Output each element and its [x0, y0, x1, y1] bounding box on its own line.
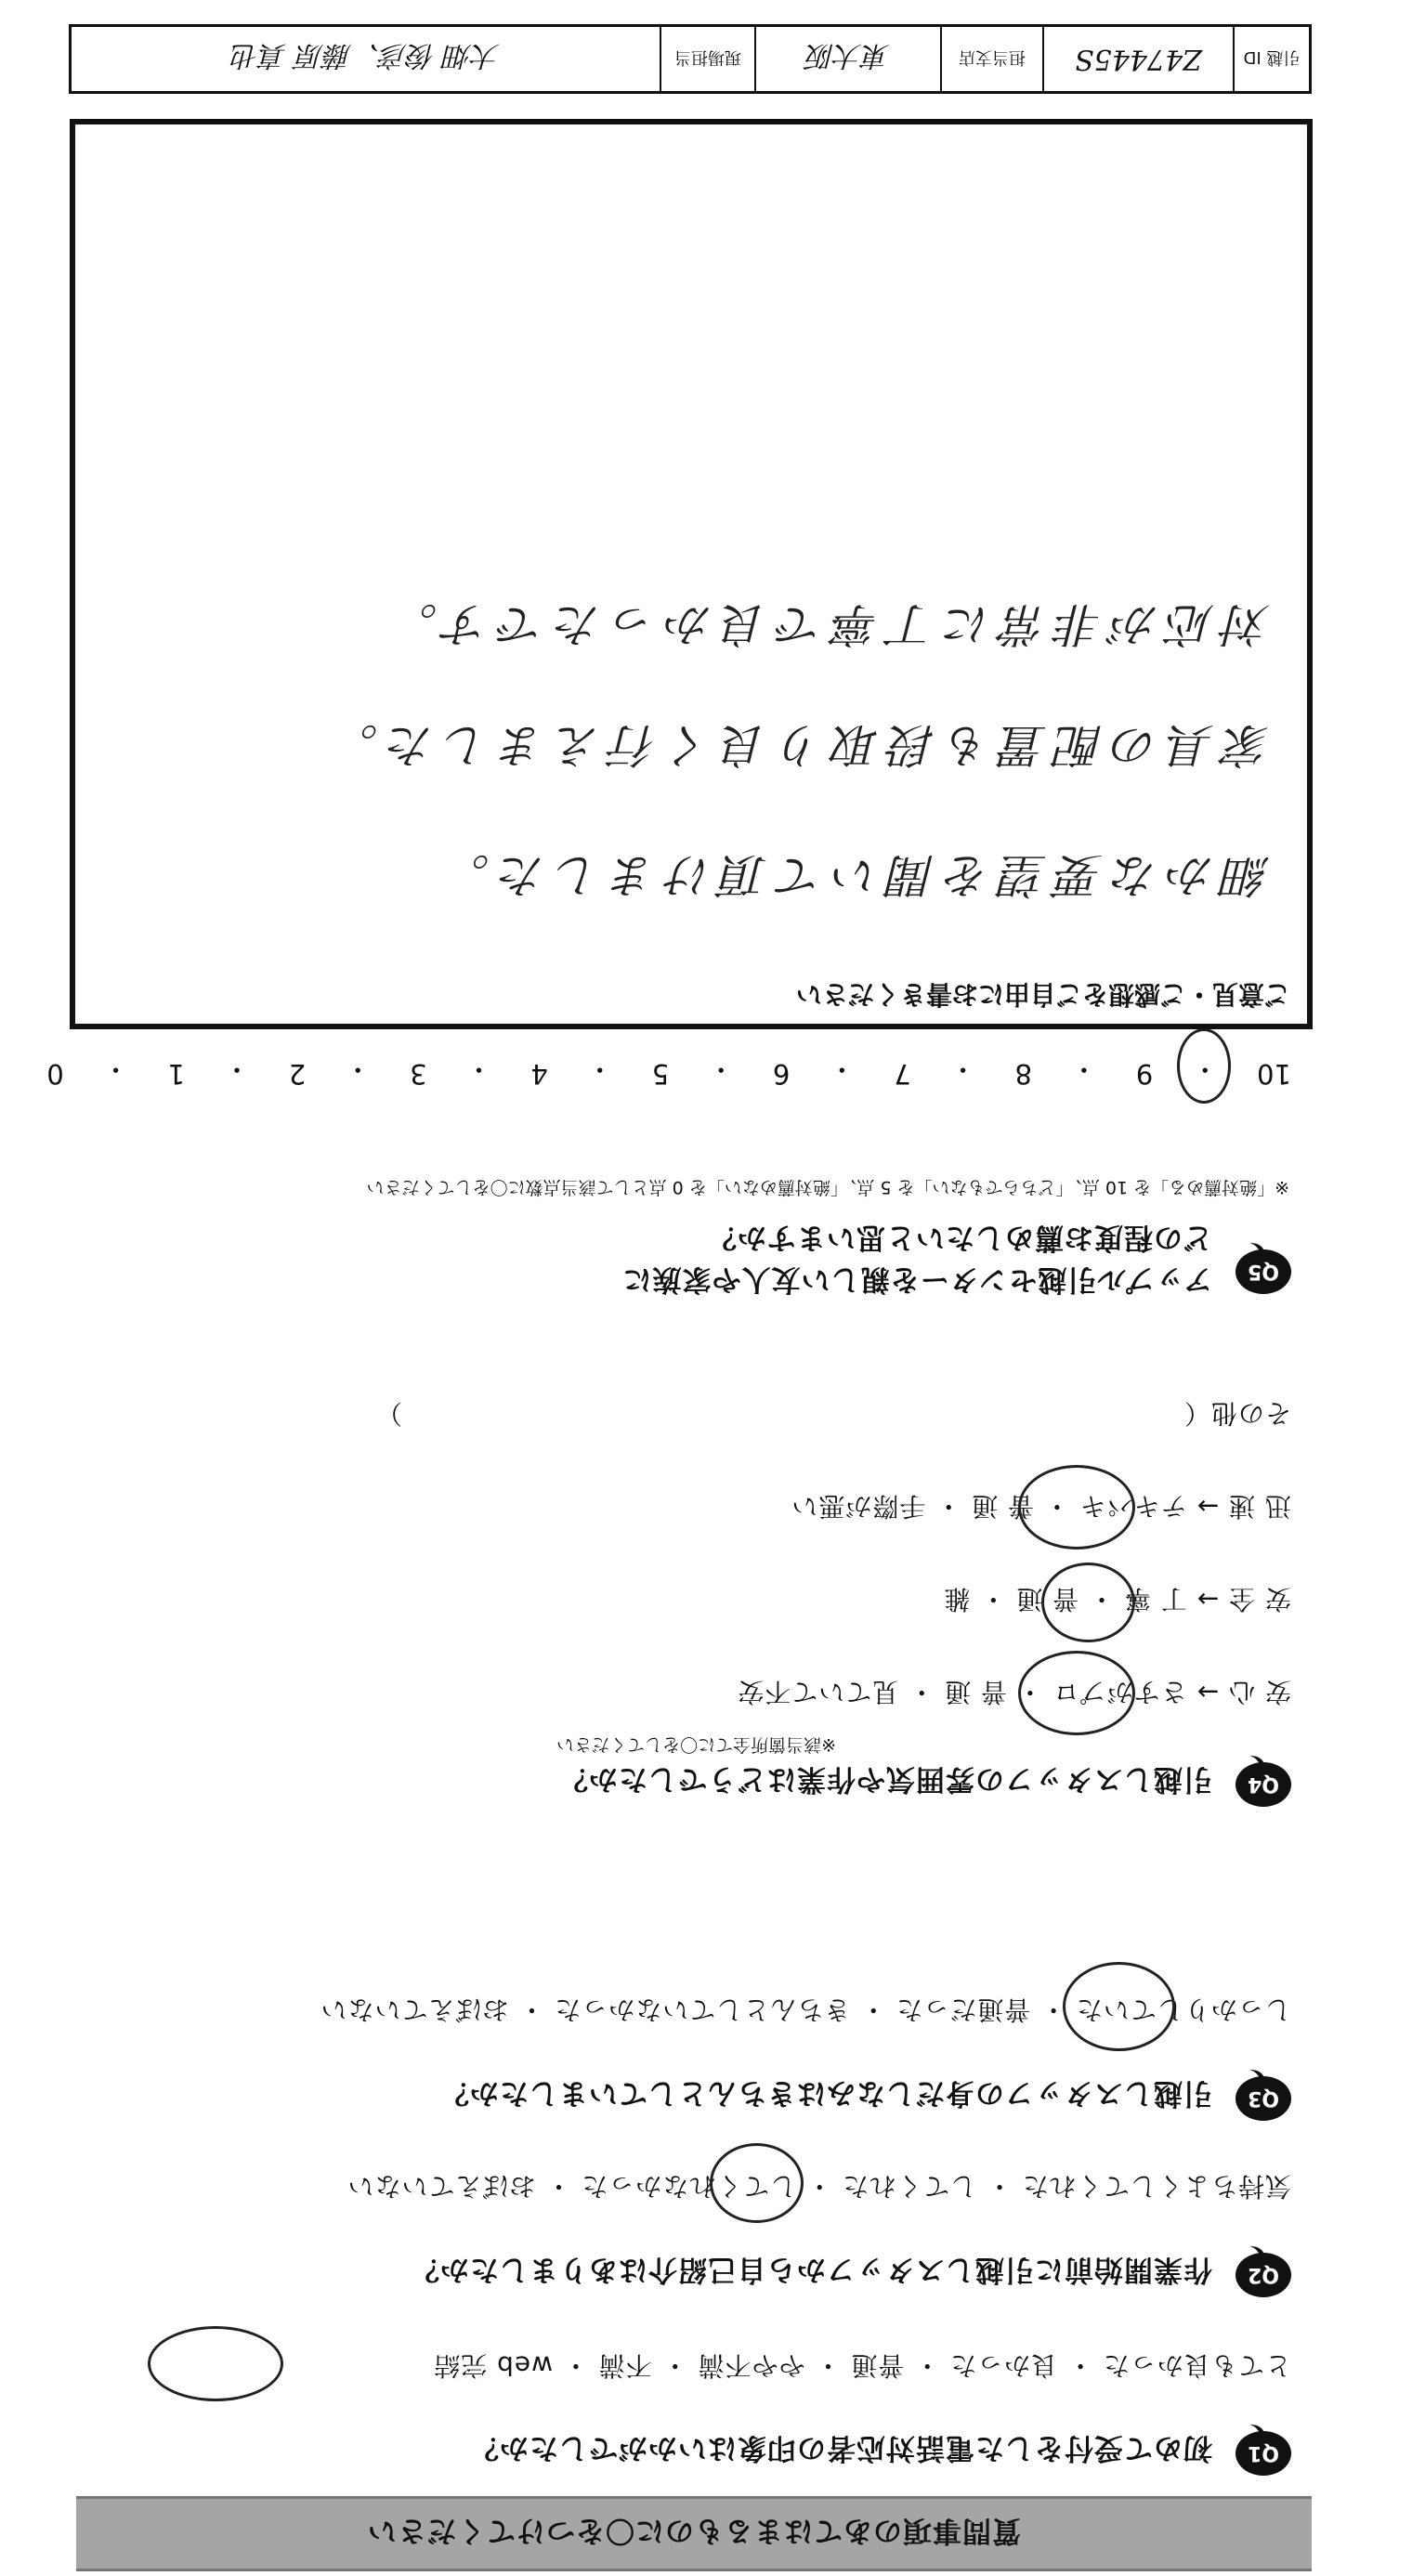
footer-info-table: [69, 24, 1312, 94]
instruction-banner: 質問事項のあてはまるものに〇をつけてください: [76, 2496, 1312, 2571]
score-1: 1: [167, 1058, 186, 1090]
q2-options: 気持ちよくしてくれた ・ してくれた ・ してくれなかった ・ おぼえていない: [346, 2171, 1291, 2202]
score-sep: ・: [344, 1053, 372, 1085]
q3-text: 引越しスタッフの身だしなみはきちんとしていましたか？: [439, 2076, 1212, 2110]
score-sep: ・: [586, 1053, 614, 1085]
staff-label: 現場担当: [660, 27, 754, 91]
q4-other: その他（ ）: [374, 1398, 1291, 1429]
score-3: 3: [410, 1058, 427, 1090]
q1-badge: Q1: [1236, 2431, 1291, 2476]
q5-text-line2: どの程度お薦めしたいと思いますか？: [707, 1221, 1212, 1254]
q4-jinsoku-circle: [1018, 1465, 1135, 1550]
score-sep: ・: [1191, 1053, 1219, 1085]
score-4: 4: [530, 1058, 548, 1090]
q3-badge: Q3: [1236, 2076, 1291, 2121]
comment-line-2: 家具の配置も段取り良く行えました。: [322, 718, 1270, 772]
q5-score-scale: [46, 1052, 1291, 1090]
move-id-value: Z47445S: [1042, 27, 1233, 91]
q4-anshin-circle: [1018, 1651, 1135, 1735]
q4-row-jinsoku: 迅 速 → テキパキ ・ 普 通 ・ 手際が悪い: [791, 1491, 1291, 1522]
q3-options: しっかりしていた ・ 普通だった ・ きちんとしていなかった ・ おぼえていない: [320, 1994, 1291, 2025]
q4-anzen-circle: [1041, 1563, 1135, 1642]
score-0: 0: [46, 1058, 64, 1090]
q5-text-line1: アップル引越センターを親しい友人や家族に: [621, 1262, 1212, 1296]
score-6: 6: [772, 1058, 791, 1090]
q5-note: ※「絶対薦める」を 10 点、「どちらでもない」を 5 点、「絶対薦めない」を 0 点として該当点数に〇をしてください: [366, 1177, 1289, 1197]
q5-score-circle: [1177, 1028, 1231, 1104]
q3-answer-circle: [1063, 1962, 1175, 2051]
q4-text: 引越しスタッフの雰囲気や作業はどうでしたか？: [558, 1762, 1212, 1796]
staff-value: 大畑 俊彦、藤原 真也: [230, 39, 501, 72]
score-sep: ・: [464, 1053, 492, 1085]
q5-badge: Q5: [1236, 1249, 1291, 1294]
score-sep: ・: [102, 1053, 130, 1085]
q2-badge: Q2: [1236, 2253, 1291, 2297]
q4-note: ※該当箇所全てに〇をしてください: [556, 1734, 836, 1755]
comment-line-1: 細かな要望を聞いて頂けました。: [434, 848, 1270, 902]
score-2: 2: [288, 1058, 307, 1090]
branch-label: 担当支店: [940, 27, 1042, 91]
move-id-label: 引越 ID: [1233, 27, 1309, 91]
comments-label: ご意見・ご感想をご自由にお書きください: [795, 979, 1290, 1010]
branch-value: 東大阪: [754, 27, 940, 91]
score-9: 9: [1135, 1058, 1154, 1090]
score-sep: ・: [828, 1053, 856, 1085]
comments-box: [70, 119, 1313, 1029]
score-5: 5: [651, 1058, 670, 1090]
q1-options: とても良かった ・ 良かった ・ 普通 ・ やや不満 ・ 不満 ・ web 完結: [433, 2350, 1291, 2381]
q4-badge: Q4: [1236, 1762, 1291, 1807]
score-10: 10: [1257, 1058, 1291, 1090]
score-sep: ・: [949, 1053, 977, 1085]
q4-row-anshin: 安 心 → さすがプロ ・ 普 通 ・ 見ていて不安: [737, 1677, 1291, 1707]
comment-line-3: 対応が非常に丁寧で良かったです。: [382, 597, 1270, 651]
q1-text: 初めて受付をした電話対応者の印象はいかがでしたか？: [469, 2431, 1212, 2465]
q1-answer-circle: [148, 2326, 283, 2401]
score-sep: ・: [223, 1053, 251, 1085]
q2-answer-circle: [710, 2143, 804, 2223]
q2-text: 作業開始前に引越しスタッフから自己紹介はありましたか？: [410, 2253, 1212, 2286]
score-8: 8: [1014, 1058, 1032, 1090]
q4-row-anzen: 安 全 → 丁 寧 ・ 普 通 ・ 雑: [943, 1584, 1291, 1615]
score-7: 7: [894, 1058, 911, 1090]
score-sep: ・: [707, 1053, 735, 1085]
score-sep: ・: [1070, 1053, 1098, 1085]
